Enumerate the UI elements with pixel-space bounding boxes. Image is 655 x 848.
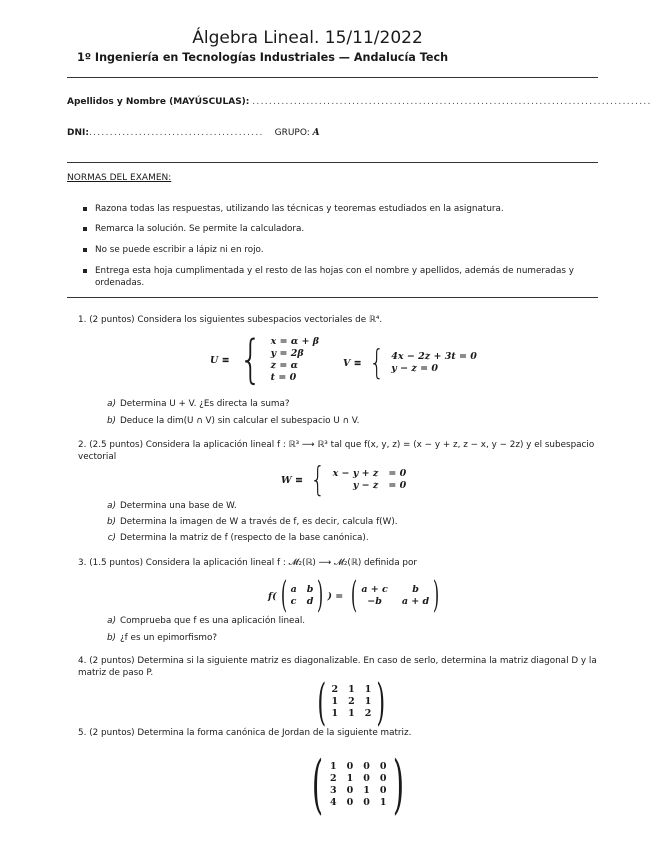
question-3a: a) Comprueba que f es una aplicación lineal. — [107, 616, 306, 626]
subspace-u: U ≡ { x = α + β y = 2β z = α t = 0 — [210, 330, 320, 390]
rule-item: Remarca la solución. Se permite la calculadora. — [83, 223, 598, 235]
group-value: A — [312, 128, 320, 138]
question-5: 5. (2 puntos) Determina la forma canónica de Jordan de la siguiente matriz. — [78, 728, 412, 738]
rule-item: No se puede escribir a lápiz ni en rojo. — [83, 244, 598, 256]
question-3b: b) ¿f es un epimorfismo? — [106, 633, 218, 643]
question-1a: a) Determina U + V. ¿Es directa la suma? — [107, 399, 290, 409]
question-1: 1. (2 puntos) Considera los siguientes subespacios vectoriales de ℝ⁴. — [78, 315, 383, 325]
question-1b: b) Deduce la dim(U ∩ V) sin calcular el subespacio U ∩ V. — [106, 416, 360, 426]
question-3: 3. (1.5 puntos) Considera la aplicación lineal f : 𝓜₂(ℝ) ⟶ 𝓜₂(ℝ) definida por — [78, 558, 417, 568]
rule-item: Razona todas las respuestas, utilizando las técnicas y teoremas estudiados en la asignatura. — [83, 203, 598, 215]
group-label: GRUPO: — [274, 128, 310, 138]
divider — [67, 162, 598, 163]
question-4: 4. (2 puntos) Determina si la siguiente matriz es diagonalizable. En caso de serlo, determina la matriz diagonal D y la matriz de paso P. — [78, 656, 597, 678]
name-blank[interactable]: ................................................................................................ — [252, 97, 652, 107]
map-definition: f( ( a b c d ) ) = ( a + c b −b a + d ) — [268, 575, 440, 616]
question-2: 2. (2.5 puntos) Considera la aplicación lineal f : ℝ³ ⟶ ℝ³ tal que f(x, y, z) = (x − y + z, z − x, y − 2z) y el subespacio vectorial — [78, 440, 595, 462]
matrix-q5: ( 1 0 0 0 2 1 0 0 3 0 1 0 4 0 0 1 ) — [311, 748, 405, 822]
name-label: Apellidos y Nombre (MAYÚSCULAS): — [67, 97, 250, 107]
exam-subtitle: 1º Ingeniería en Tecnologías Industriales — Andalucía Tech — [76, 51, 449, 64]
dni-blank[interactable]: .......................................... — [88, 128, 264, 138]
dni-field[interactable] — [67, 128, 320, 138]
question-2c: c) Determina la matriz de f (respecto de la base canónica). — [107, 533, 369, 543]
dni-label: DNI: — [67, 128, 89, 138]
divider — [67, 297, 598, 298]
matrix-q4: ( 2 1 1 1 2 1 1 1 2 ) — [317, 673, 386, 731]
rule-item: Entrega esta hoja cumplimentada y el resto de las hojas con el nombre y apellidos, además de numeradas y ordenadas. — [83, 265, 598, 289]
subspace-w: W ≡ { x − y + z = 0 y − z = 0 — [281, 460, 407, 500]
divider — [67, 77, 598, 78]
question-2b: b) Determina la imagen de W a través de f, es decir, calcula f(W). — [106, 517, 398, 527]
name-field[interactable] — [67, 97, 652, 107]
exam-title: Álgebra Lineal. 15/11/2022 — [192, 28, 423, 48]
rules-title: NORMAS DEL EXAMEN: — [67, 173, 172, 183]
subspace-v: V ≡ { 4x − 2z + 3t = 0 y − z = 0 — [343, 343, 477, 383]
question-2a: a) Determina una base de W. — [107, 501, 237, 511]
